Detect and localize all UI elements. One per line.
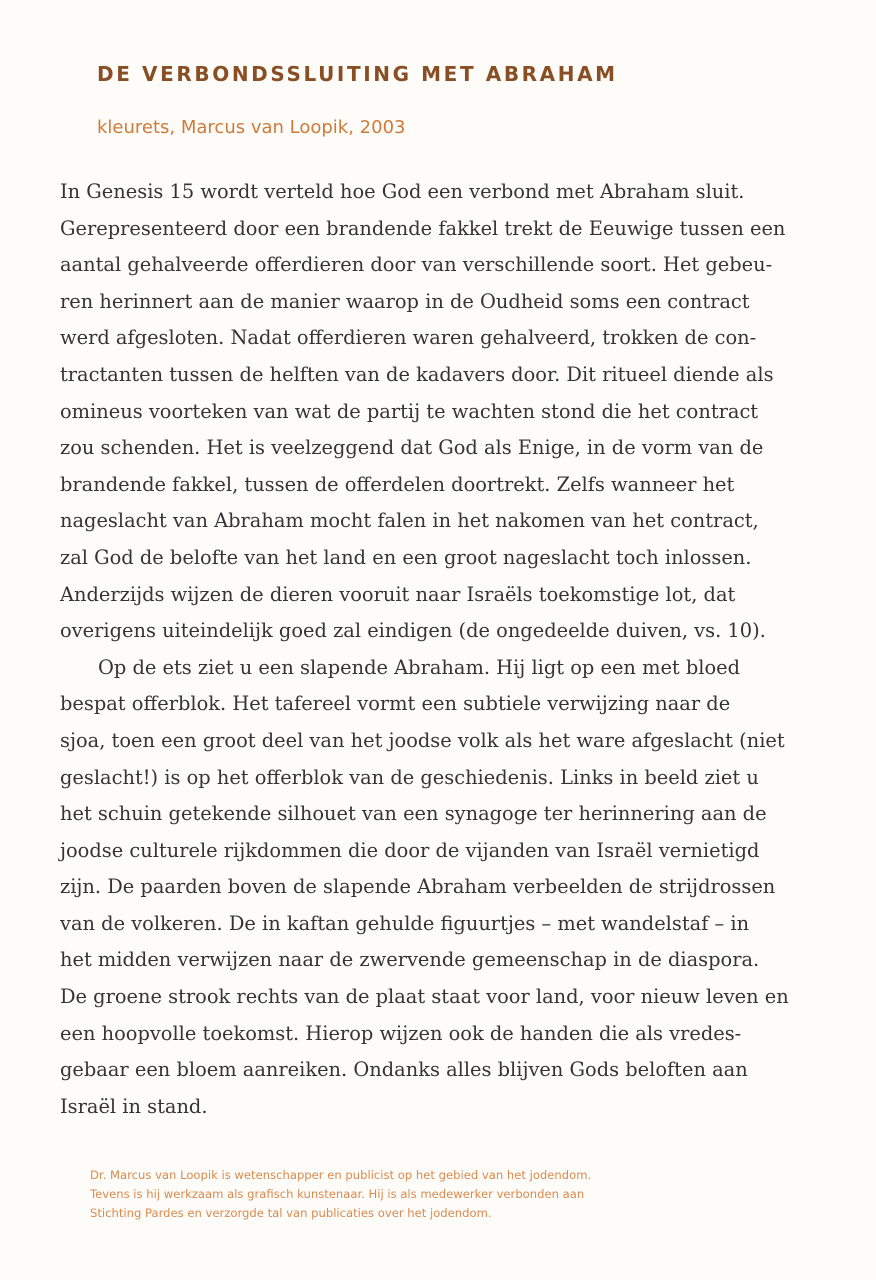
body-line: zal God de belofte van het land en een groot nageslacht toch inlossen.	[60, 545, 752, 569]
body-line: ren herinnert aan de manier waarop in de Oudheid soms een contract	[60, 289, 750, 313]
body-line: van de volkeren. De in kaftan gehulde figuurtjes – met wandelstaf – in	[60, 911, 750, 935]
body-line: Israël in stand.	[60, 1094, 208, 1118]
footnote-line: Tevens is hij werkzaam als grafisch kunstenaar. Hij is als medewerker verbonden aan	[90, 1187, 585, 1201]
article-subtitle: kleurets, Marcus van Loopik, 2003	[97, 117, 406, 138]
body-line: De groene strook rechts van de plaat staat voor land, voor nieuw leven en	[60, 985, 789, 1009]
body-line: zou schenden. Het is veelzeggend dat God als Enige, in de vorm van de	[60, 436, 764, 460]
footnote-line: Dr. Marcus van Loopik is wetenschapper en publicist op het gebied van het jodendom.	[90, 1168, 592, 1182]
body-line: nageslacht van Abraham mocht falen in het nakomen van het contract,	[60, 509, 759, 533]
body-line: Gerepresenteerd door een brandende fakkel trekt de Eeuwige tussen een	[60, 216, 786, 240]
body-line: In Genesis 15 wordt verteld hoe God een verbond met Abraham sluit.	[60, 180, 745, 203]
body-line: het schuin getekende silhouet van een synagoge ter herinnering aan de	[60, 802, 767, 826]
body-line: bespat offerblok. Het tafereel vormt een subtiele verwijzing naar de	[60, 692, 731, 716]
body-line: een hoopvolle toekomst. Hierop wijzen ook de handen die als vredes-	[60, 1021, 742, 1045]
body-line: zijn. De paarden boven de slapende Abraham verbeelden de strijdrossen	[60, 875, 776, 899]
body-line: Anderzijds wijzen de dieren vooruit naar Israëls toekomstige lot, dat	[60, 582, 736, 606]
footnote-line: Stichting Pardes en verzorgde tal van publicaties over het jodendom.	[90, 1206, 492, 1220]
body-line: aantal gehalveerde offerdieren door van verschillende soort. Het gebeu-	[60, 253, 773, 277]
author-footnote	[90, 1166, 830, 1223]
body-line: omineus voorteken van wat de partij te wachten stond die het contract	[60, 399, 759, 423]
body-line: gebaar een bloem aanreiken. Ondanks alles blijven Gods beloften aan	[60, 1058, 748, 1082]
article-title: DE VERBONDSSLUITING MET ABRAHAM	[97, 62, 618, 86]
body-line: Op de ets ziet u een slapende Abraham. Hij ligt op een met bloed	[98, 655, 741, 679]
body-line: overigens uiteindelijk goed zal eindigen (de ongedeelde duiven, vs. 10).	[60, 619, 766, 643]
body-line: werd afgesloten. Nadat offerdieren waren gehalveerd, trokken de con-	[60, 326, 757, 350]
article-body	[60, 174, 830, 1125]
body-line: joodse culturele rijkdommen die door de vijanden van Israël vernietigd	[60, 838, 760, 862]
body-line: sjoa, toen een groot deel van het joodse volk als het ware afgeslacht (niet	[60, 728, 785, 752]
body-line: tractanten tussen de helften van de kadavers door. Dit ritueel diende als	[60, 362, 774, 386]
body-line: het midden verwijzen naar de zwervende gemeenschap in de diaspora.	[60, 948, 760, 972]
body-line: geslacht!) is op het offerblok van de geschiedenis. Links in beeld ziet u	[60, 765, 759, 789]
body-line: brandende fakkel, tussen de offerdelen doortrekt. Zelfs wanneer het	[60, 472, 735, 496]
